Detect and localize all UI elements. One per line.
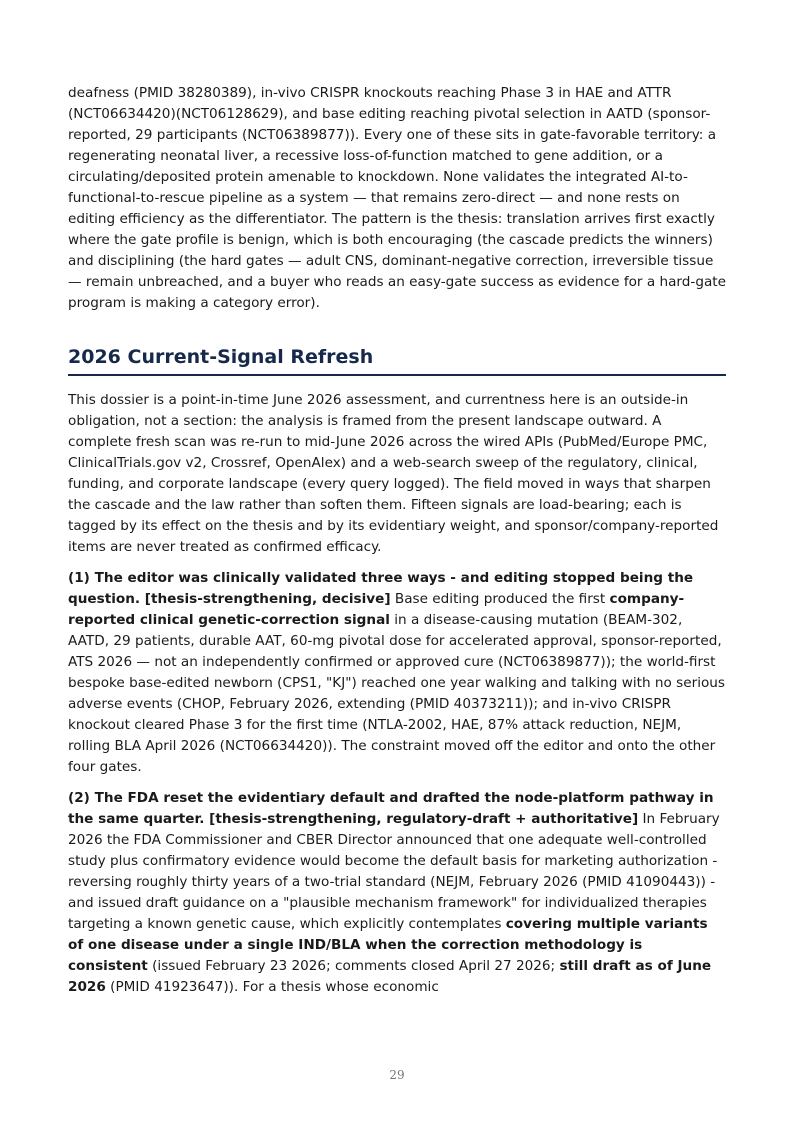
page-number: 29 [389,1068,405,1082]
signal-2-text-cont: (issued February 23 2026; comments closed April 27 2026; [147,958,560,974]
signal-2-title: (2) The FDA reset the evidentiary default and drafted the node-platform pathway in the same quarter. [thesis-strengthening, regulatory-draft + authoritative] [68,790,714,827]
signal-2-text-end: (PMID 41923647)). For a thesis whose economic [105,979,439,995]
page-body [68,83,726,1008]
signal-2-emphasis-2: still draft as of June 2026 [68,958,712,995]
signal-1-text: Base editing produced the first [390,591,610,607]
paragraph-intro: This dossier is a point-in-time June 2026 assessment, and currentness here is an outside-in obligation, not a section: the analysis is framed from the present landscape outward. A complete fresh scan was re-run to mid-June 2026 across the wired APIs (PubMed/Europe PMC, ClinicalTrials.gov v2, Crossref, OpenAlex) and a web-search sweep of the regulatory, clinical, funding, and corporate landscape (every query logged). The field moved in ways that sharpen the cascade and the law rather than soften them. Fifteen signals are load-bearing; each is tagged by its effect on the thesis and by its evidentiary weight, and sponsor/company-reported items are never treated as confirmed efficacy. [68,392,719,555]
signal-1-emphasis: company-reported clinical genetic-correction signal [68,591,685,628]
paragraph-signal-1 [68,568,726,778]
signal-1-text-cont: in a disease-causing mutation (BEAM-302, AATD, 29 patients, durable AAT, 60-mg pivotal dose for accelerated approval, sponsor-reported, ATS 2026 — not an independently confirmed or approved cure (NCT06389877)); the world-first bespoke base-edited newborn (CPS1, "KJ") reached one year walking and talking with no serious adverse events (CHOP, February 2026, extending (PMID 40373211)); and in-vivo CRISPR knockout cleared Phase 3 for the first time (NTLA-2002, HAE, 87% attack reduction, NEJM, rolling BLA April 2026 (NCT06634420)). The constraint moved off the editor and onto the other four gates. [68,612,725,775]
paragraph-continued: deafness (PMID 38280389), in-vivo CRISPR knockouts reaching Phase 3 in HAE and ATTR (NCT06634420)(NCT06128629), and base editing reaching pivotal selection in AATD (sponsor-reported, 29 participants (NCT06389877)). Every one of these sits in gate-favorable territory: a regenerating neonatal liver, a recessive loss-of-function matched to gene addition, or a circulating/deposited protein amenable to knockdown. None validates the integrated AI-to-functional-to-rescue pipeline as a system — that remains zero-direct — and none rests on editing efficiency as the differentiator. The pattern is the thesis: translation arrives first exactly where the gate profile is benign, which is both encouraging (the cascade predicts the winners) and disciplining (the hard gates — adult CNS, dominant-negative correction, irreversible tissue — remain unbreached, and a buyer who reads an easy-gate success as evidence for a hard-gate program is making a category error). [68,85,726,311]
signal-2-emphasis: covering multiple variants of one disease under a single IND/BLA when the correction methodology is consistent [68,916,708,974]
paragraph-signal-2 [68,788,726,998]
signal-1-title: (1) The editor was clinically validated three ways - and editing stopped being the question. [thesis-strengthening, decisive] [68,570,694,607]
signal-2-text: In February 2026 the FDA Commissioner and CBER Director announced that one adequate well-controlled study plus confirmatory evidence would become the default basis for marketing authorization - reversing roughly thirty years of a two-trial standard (NEJM, February 2026 (PMID 41090443)) - and issued draft guidance on a "plausible mechanism framework" for individualized therapies targeting a known genetic cause, which explicitly contemplates [68,811,720,932]
section-heading: 2026 Current-Signal Refresh [68,344,726,376]
